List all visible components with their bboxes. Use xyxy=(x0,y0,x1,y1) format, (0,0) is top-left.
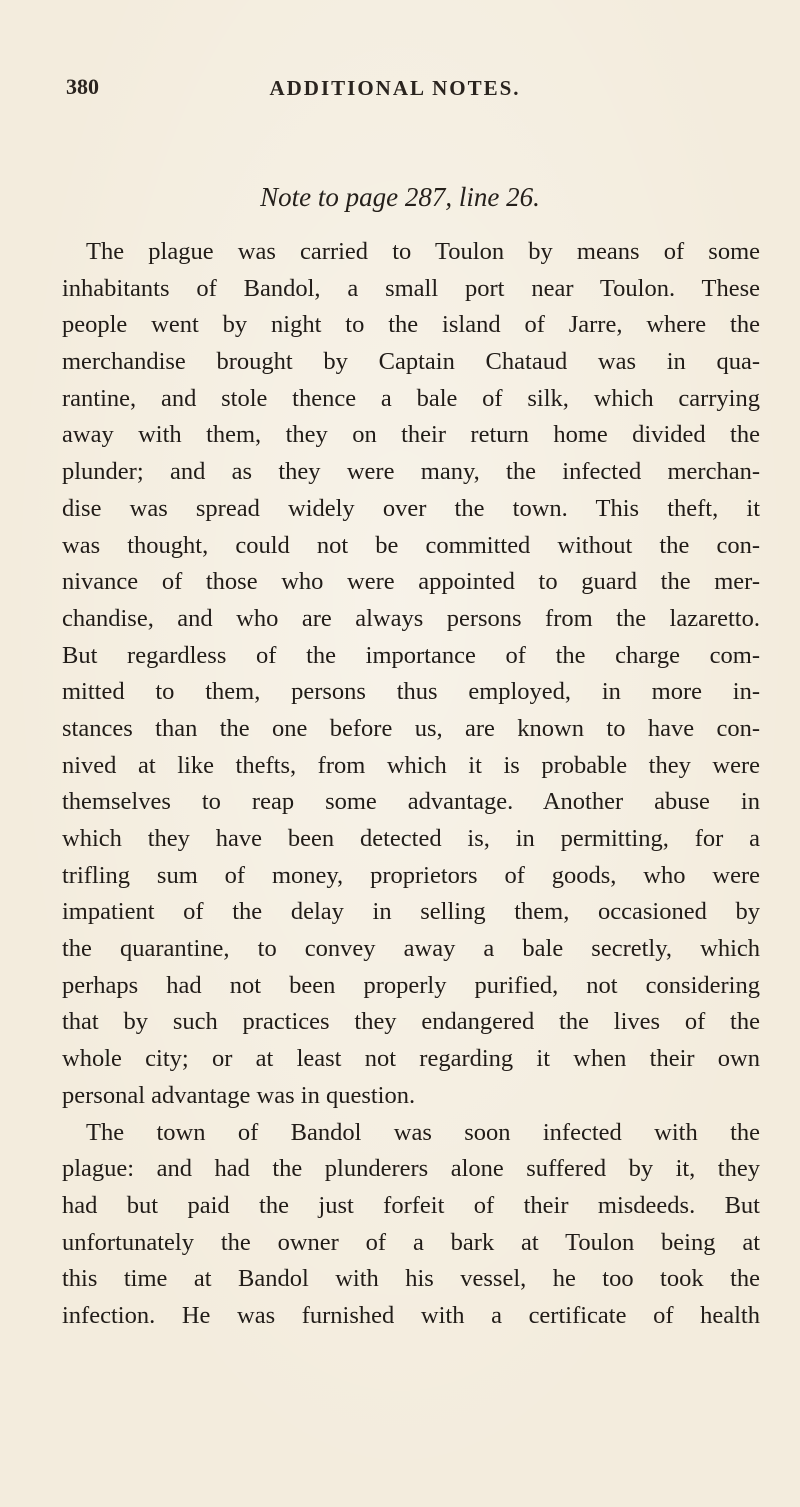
text-line: nivance of those who were appointed to guard the mer- xyxy=(62,568,760,596)
text-line: had but paid the just forfeit of their misdeeds. But xyxy=(62,1191,760,1219)
text-line: nived at like thefts, from which it is probable they were xyxy=(62,751,760,779)
text-line: The town of Bandol was soon infected with the xyxy=(86,1118,760,1146)
text-line: plague: and had the plunderers alone suffered by it, they xyxy=(62,1155,760,1183)
text-line: dise was spread widely over the town. This theft, it xyxy=(62,494,760,522)
text-line: But regardless of the importance of the charge com- xyxy=(62,641,760,669)
text-line: perhaps had not been properly purified, not considering xyxy=(62,971,760,999)
note-heading: Note to page 287, line 26. xyxy=(260,182,540,212)
text-line: that by such practices they endangered the lives of the xyxy=(62,1008,760,1036)
text-line: the quarantine, to convey away a bale secretly, which xyxy=(62,935,760,963)
text-line: impatient of the delay in selling them, occasioned by xyxy=(62,898,760,926)
text-line: themselves to reap some advantage. Another abuse in xyxy=(62,788,760,816)
text-line: people went by night to the island of Jarre, where the xyxy=(62,311,760,339)
text-line: personal advantage was in question. xyxy=(62,1081,416,1109)
running-head: ADDITIONAL NOTES. xyxy=(269,76,521,100)
text-line: trifling sum of money, proprietors of goods, who were xyxy=(62,861,760,889)
text-line: inhabitants of Bandol, a small port near Toulon. These xyxy=(62,274,760,302)
body-text xyxy=(62,234,760,1335)
text-line: infection. He was furnished with a certificate of health xyxy=(62,1301,760,1329)
text-line: away with them, they on their return home divided the xyxy=(62,421,760,449)
page-number: 380 xyxy=(66,74,99,99)
text-line: stances than the one before us, are known to have con- xyxy=(62,714,760,742)
text-line: The plague was carried to Toulon by means of some xyxy=(86,238,760,265)
text-line: merchandise brought by Captain Chataud was in qua- xyxy=(62,348,760,376)
text-line: whole city; or at least not regarding it when their own xyxy=(62,1045,760,1073)
text-line: was thought, could not be committed without the con- xyxy=(62,531,760,559)
text-line: rantine, and stole thence a bale of silk, which carrying xyxy=(62,384,760,412)
text-line: this time at Bandol with his vessel, he too took the xyxy=(62,1265,760,1293)
text-line: chandise, and who are always persons from the lazaretto. xyxy=(62,604,760,632)
text-line: unfortunately the owner of a bark at Toulon being at xyxy=(62,1228,760,1256)
text-line: plunder; and as they were many, the infected merchan- xyxy=(62,458,760,486)
text-line: mitted to them, persons thus employed, in more in- xyxy=(62,678,760,706)
text-line: which they have been detected is, in permitting, for a xyxy=(62,825,760,852)
